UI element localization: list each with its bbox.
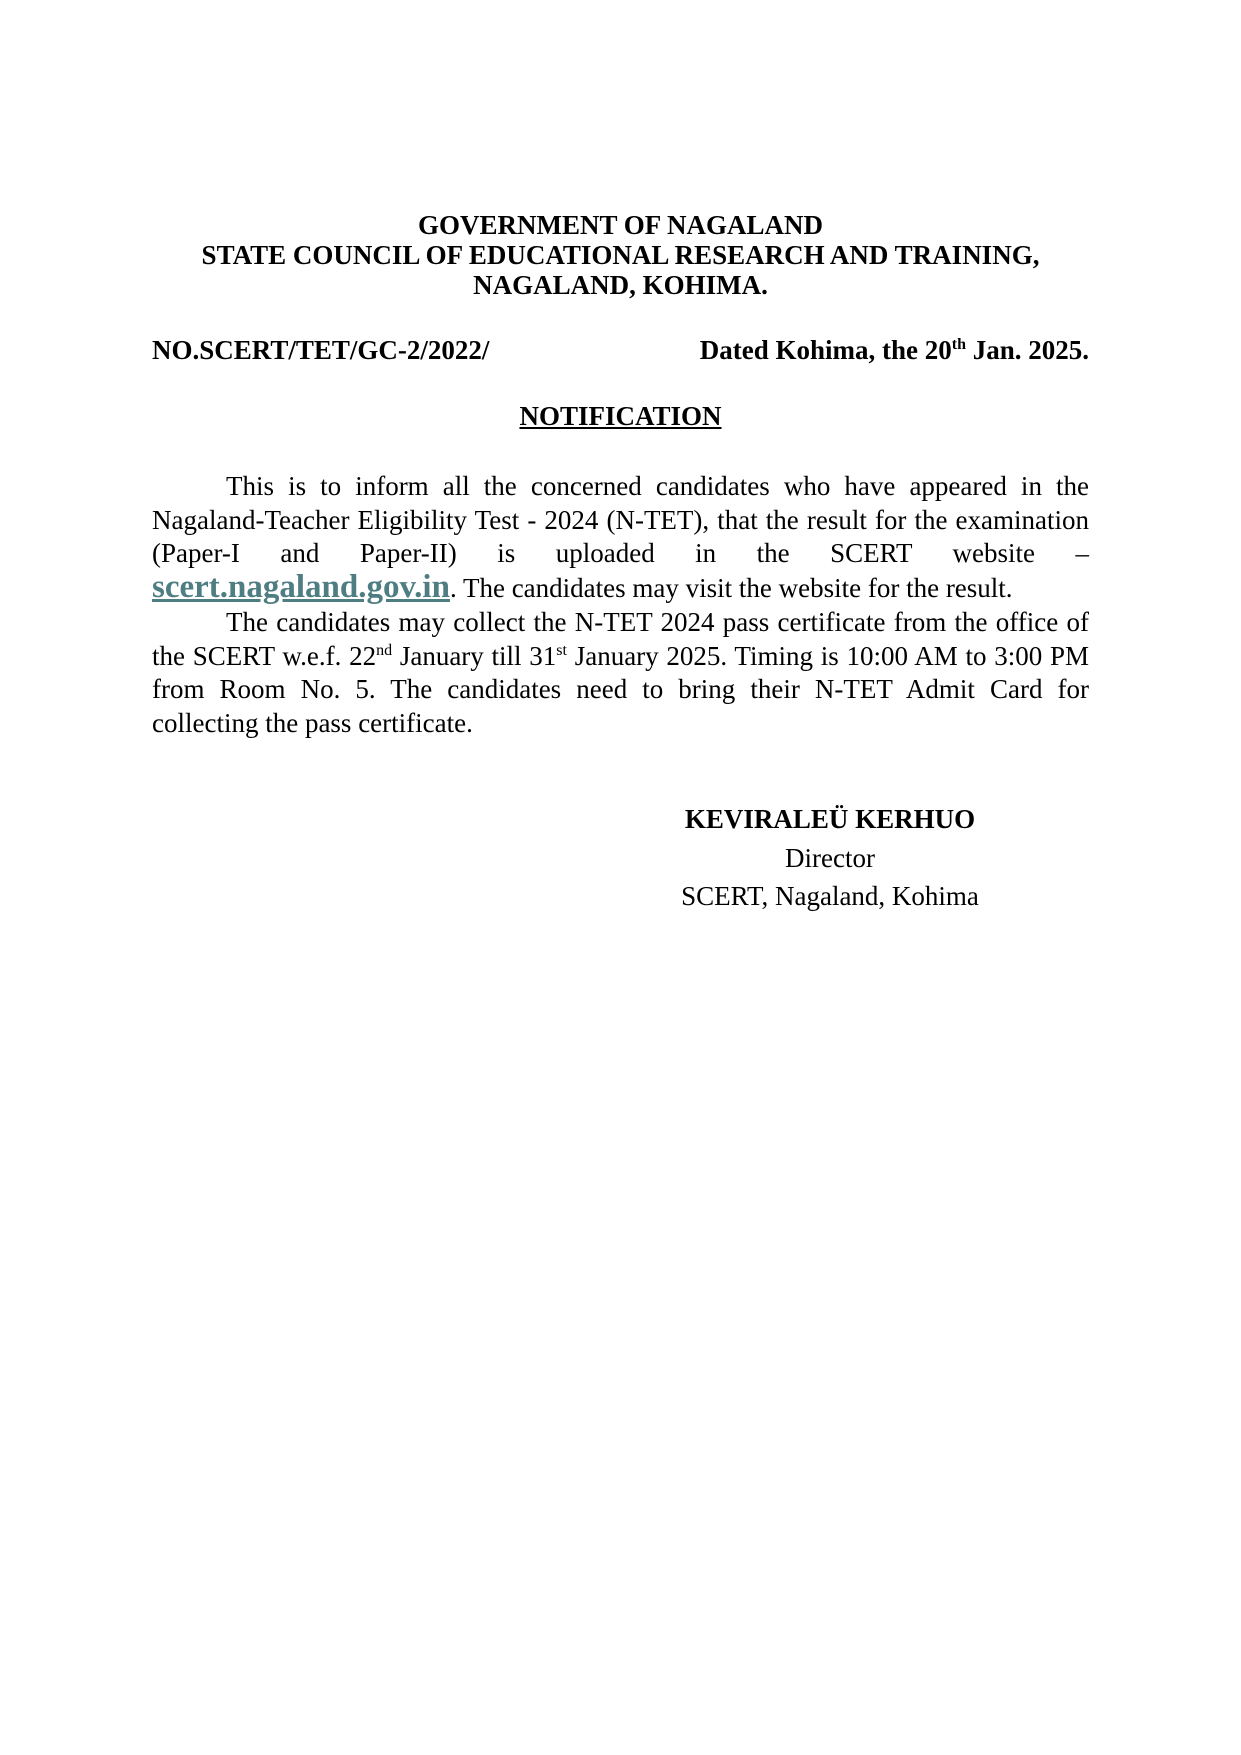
superscript-st: st	[556, 641, 567, 659]
dated-line	[700, 334, 1089, 366]
header-council: STATE COUNCIL OF EDUCATIONAL RESEARCH AND TRAINING,	[201, 240, 1040, 270]
header-government: GOVERNMENT OF NAGALAND	[417, 210, 823, 240]
paragraph-certificate	[152, 606, 1089, 740]
superscript-nd: nd	[376, 641, 393, 659]
signatory-designation: Director	[785, 843, 875, 873]
dated-prefix: Dated Kohima, the 20	[699, 335, 952, 365]
signatory-organization: SCERT, Nagaland, Kohima	[681, 881, 979, 911]
paragraph-result	[152, 470, 1089, 605]
dated-suffix: Jan. 2025.	[965, 335, 1089, 365]
website-link[interactable]: scert.nagaland.gov.in	[152, 568, 450, 605]
header-location: NAGALAND, KOHIMA.	[473, 270, 768, 300]
notification-title: NOTIFICATION	[519, 401, 722, 431]
paragraph-certificate-part3: January 2025. Timing is 10:00 AM to 3:00 PM from Room No. 5. The candidates need to bring their N-TET Admit Card for collecting the pass certificate.	[152, 640, 1089, 738]
signatory-name: KEVIRALEÜ KERHUO	[684, 804, 976, 834]
dated-superscript: th	[951, 336, 966, 353]
paragraph-result-text-end: . The candidates may visit the website for the result.	[449, 572, 1013, 603]
paragraph-certificate-part1: The candidates may collect the N-TET 2024 pass certificate from the office of the SCERT w.e.f. 22	[152, 607, 1089, 671]
paragraph-certificate-part2: January till 31	[392, 640, 557, 671]
paragraph-result-text: This is to inform all the concerned candidates who have appeared in the Nagaland-Teacher Eligibility Test - 2024 (N-TET), that the result for the examination (Paper-I and Paper-II) is uploaded in the SCERT website –	[152, 471, 1089, 569]
reference-number: NO.SCERT/TET/GC-2/2022/	[152, 335, 490, 365]
